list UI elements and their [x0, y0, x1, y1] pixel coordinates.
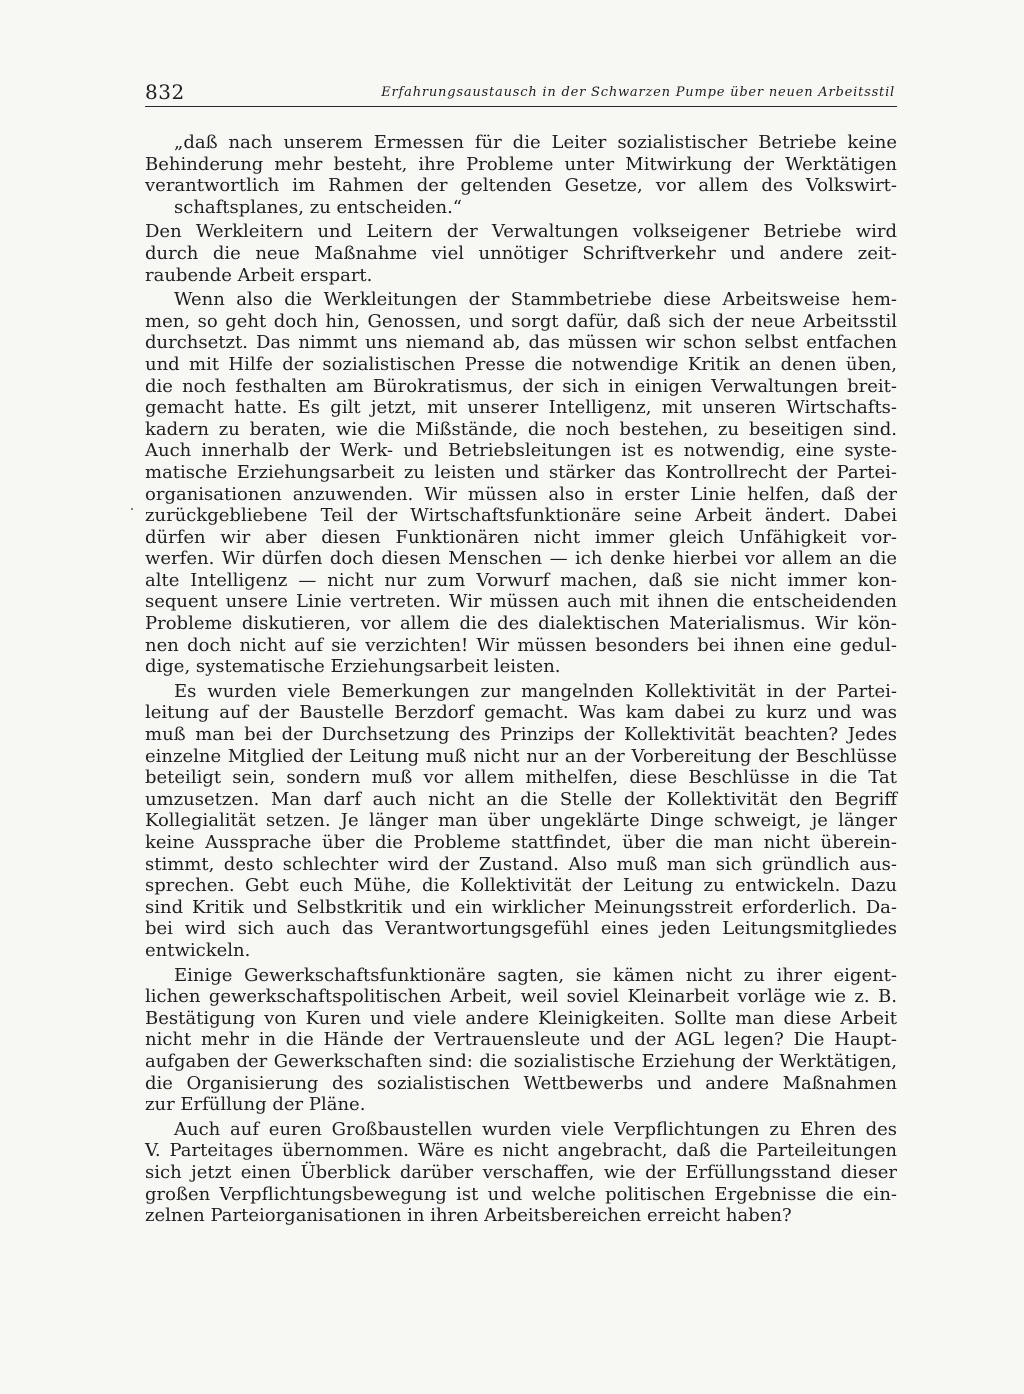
text-line: V. Parteitages übernommen. Wäre es nicht angebracht, daß die Parteileitungen	[145, 1140, 897, 1162]
text-line: Probleme diskutieren, vor allem die des dialektischen Materialismus. Wir kön-	[145, 613, 897, 635]
text-line: dige, systematische Erziehungsarbeit leisten.	[145, 656, 561, 678]
text-line: einzelne Mitglied der Leitung muß nicht nur an der Vorbereitung der Beschlüsse	[145, 745, 897, 767]
text-line: sich jetzt einen Überblick darüber verschaffen, wie der Erfüllungsstand dieser	[145, 1161, 897, 1183]
text-line: sequent unsere Linie vertreten. Wir müssen auch mit ihnen die entscheidenden	[145, 591, 897, 613]
text-line: die Organisierung des sozialistischen Wettbewerbs und andere Maßnahmen	[145, 1072, 897, 1094]
text-line: großen Verpflichtungsbewegung ist und welche politischen Ergebnisse die ein-	[145, 1183, 897, 1205]
text-line: zur Erfüllung der Pläne.	[145, 1094, 366, 1116]
text-line: nicht mehr in die Hände der Vertrauensleute und der AGL legen? Die Haupt-	[145, 1029, 897, 1051]
text-line: bei wird sich auch das Verantwortungsgefühl eines jeden Leitungsmitgliedes	[145, 918, 897, 940]
text-line: dürfen wir aber diesen Funktionären nicht immer gleich Unfähigkeit vor-	[145, 526, 897, 548]
text-line: Auch innerhalb der Werk- und Betriebsleitungen ist es notwendig, eine syste-	[145, 440, 897, 462]
text-line: raubende Arbeit erspart.	[145, 264, 373, 286]
text-line: keine Aussprache über die Probleme stattfindet, über die man nicht überein-	[145, 832, 897, 853]
text-line: beteiligt sein, sondern muß vor allem mithelfen, diese Beschlüsse in die Tat	[145, 767, 897, 789]
text-line: lichen gewerkschaftspolitischen Arbeit, weil soviel Kleinarbeit vorläge wie z. B.	[145, 986, 897, 1008]
text-line: Bestätigung von Kuren und viele andere Kleinigkeiten. Sollte man diese Arbeit	[145, 1007, 897, 1029]
text-line: gemacht hatte. Es gilt jetzt, mit unserer Intelligenz, mit unseren Wirtschafts-	[145, 397, 897, 419]
paragraph	[145, 289, 897, 678]
text-line: Behinderung mehr besteht, ihre Probleme unter Mitwirkung der Werktätigen	[145, 153, 897, 175]
text-line: leitung auf der Baustelle Berzdorf gemacht. Was kam dabei zu kurz und was	[145, 702, 897, 724]
text-line: werfen. Wir dürfen doch diesen Menschen — ich denke hierbei vor allem an die	[145, 548, 897, 570]
text-line: Es wurden viele Bemerkungen zur mangelnden Kollektivität in der Partei-	[174, 680, 897, 702]
text-line: organisationen anzuwenden. Wir müssen also in erster Linie helfen, daß der	[145, 483, 897, 505]
text-line: verantwortlich im Rahmen der geltenden Gesetze, vor allem des Volkswirt-	[145, 175, 897, 197]
text-line: aufgaben der Gewerkschaften sind: die sozialistische Erziehung der Werktätigen,	[145, 1050, 897, 1072]
text-line: Einige Gewerkschaftsfunktionäre sagten, sie kämen nicht zu ihrer eigent-	[174, 964, 897, 986]
text-line: und mit Hilfe der sozialistischen Presse die notwendige Kritik an denen üben,	[145, 353, 897, 375]
text-line: durchsetzt. Das nimmt uns niemand ab, das müssen wir schon selbst entfachen	[145, 332, 897, 354]
body-text	[145, 132, 897, 1227]
running-header	[145, 80, 897, 107]
running-title: Erfahrungsaustausch in der Schwarzen Pumpe über neuen Arbeitsstil	[381, 85, 895, 100]
paragraph-quote	[145, 132, 897, 218]
text-line: kadern zu beraten, wie die Mißstände, die noch bestehen, zu beseitigen sind.	[145, 418, 897, 440]
text-line: alte Intelligenz — nicht nur zum Vorwurf machen, daß sie nicht immer kon-	[145, 569, 897, 591]
text-line: men, so geht doch hin, Genossen, und sorgt dafür, daß sich der neue Arbeitsstil	[145, 310, 897, 332]
text-line: zelnen Parteiorganisationen in ihren Arbeitsbereichen erreicht haben?	[145, 1205, 792, 1227]
paragraph	[145, 965, 897, 1116]
text-line: die noch festhalten am Bürokratismus, der sich in einigen Verwaltungen breit-	[145, 375, 897, 397]
paragraph	[145, 681, 897, 962]
text-line: Wenn also die Werkleitungen der Stammbetriebe diese Arbeitsweise hem-	[174, 289, 897, 311]
text-line: muß man bei der Durchsetzung des Prinzips der Kollektivität beachten? Jedes	[145, 724, 897, 746]
text-line: stimmt, desto schlechter wird der Zustand. Also muß man sich gründlich aus-	[145, 853, 897, 875]
text-line: umzusetzen. Man darf auch nicht an die Stelle der Kollektivität den Begriff	[145, 788, 897, 810]
text-line: schaftsplanes, zu entscheiden.“	[174, 196, 462, 218]
text-line: Den Werkleitern und Leitern der Verwaltungen volkseigener Betriebe wird	[145, 221, 897, 243]
text-line: „daß nach unserem Ermessen für die Leiter sozialistischer Betriebe keine	[174, 132, 897, 153]
text-line: durch die neue Maßnahme viel unnötiger Schriftverkehr und andere zeit-	[145, 242, 897, 264]
text-line: matische Erziehungsarbeit zu leisten und stärker das Kontrollrecht der Partei-	[145, 461, 897, 483]
paragraph	[145, 1119, 897, 1227]
page-number: 832	[145, 80, 185, 104]
margin-speck	[131, 508, 133, 510]
text-line: sprechen. Gebt euch Mühe, die Kollektivität der Leitung zu entwickeln. Dazu	[145, 875, 897, 897]
text-line: sind Kritik und Selbstkritik und ein wirklicher Meinungsstreit erforderlich. Da-	[145, 896, 897, 918]
paragraph	[145, 221, 897, 286]
text-line: Auch auf euren Großbaustellen wurden viele Verpflichtungen zu Ehren des	[174, 1118, 897, 1140]
text-line: zurückgebliebene Teil der Wirtschaftsfunktionäre seine Arbeit ändert. Dabei	[145, 505, 897, 527]
text-line: entwickeln.	[145, 939, 251, 961]
text-line: nen doch nicht auf sie verzichten! Wir müssen besonders bei ihnen eine gedul-	[145, 634, 897, 656]
text-line: Kollegialität setzen. Je länger man über ungeklärte Dinge schweigt, je länger	[145, 810, 897, 832]
